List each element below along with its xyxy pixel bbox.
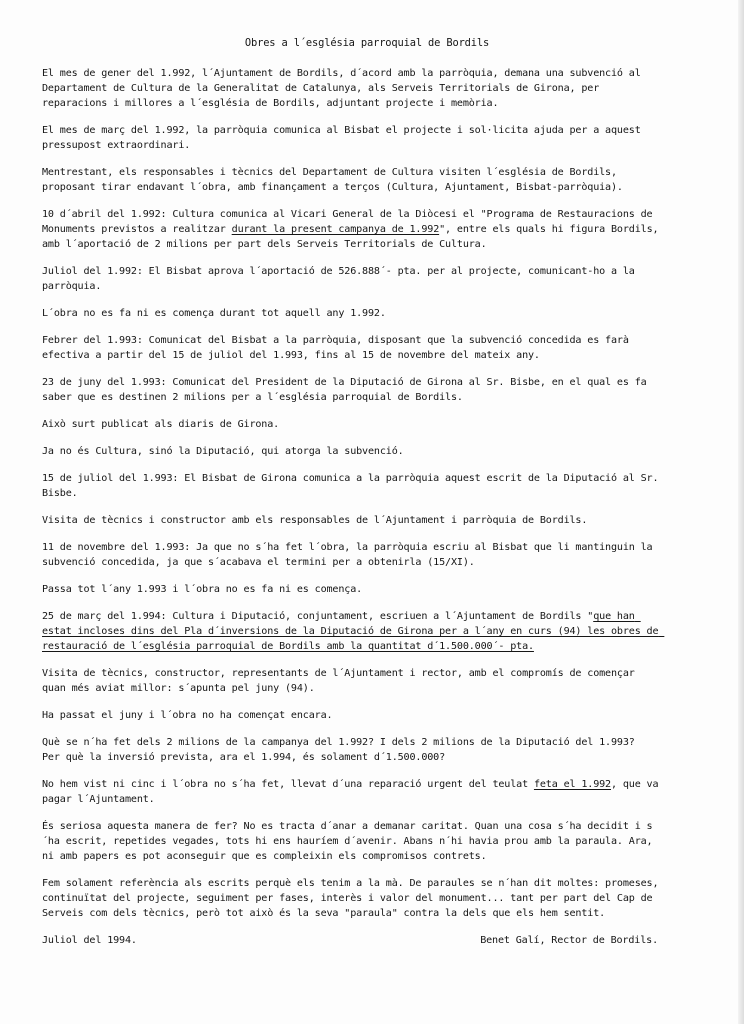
paragraph-text: L´obra no es fa ni es comença durant tot aquell any 1.992.: [42, 308, 386, 319]
paragraph: [42, 513, 664, 528]
paragraph: [42, 165, 664, 195]
paragraph-text: 11 de novembre del 1.993: Ja que no s´ha fet l´obra, la parròquia escriu al Bisbat que li mantinguin la subvenció concedida, ja que s´acabava el termini per a obtenirla (15/XI).: [42, 542, 659, 568]
paragraph-text: Visita de tècnics, constructor, representants de l´Ajuntament i rector, amb el compromís de començar quan més aviat millor: s´apunta pel juny (94).: [42, 668, 641, 694]
paragraph-text: Fem solament referència als escrits perquè els tenim a la mà. De paraules se n´han dit moltes: promeses, continuïtat del projecte, seguiment per fases, interès i valor del monument... tant per part del Cap de Serveis com dels tècnics, però tot això és la seva "paraula" contra la dels que els hem sentit.: [42, 878, 665, 919]
paragraph: [42, 876, 664, 921]
paragraph-text: Mentrestant, els responsables i tècnics del Departament de Cultura visiten l´església de Bordils, proposant tirar endavant l´obra, amb finançament a terços (Cultura, Ajuntament, Bisbat-parròquia).: [42, 167, 623, 193]
paragraph-text: 15 de juliol del 1.993: El Bisbat de Girona comunica a la parròquia aquest escrit de la Diputació al Sr. Bisbe.: [42, 473, 665, 499]
document-title: Obres a l´església parroquial de Bordils: [244, 37, 490, 49]
paragraph: [42, 819, 664, 864]
document-date: Juliol del 1994.: [42, 935, 137, 946]
paragraph-text: , que va pagar l´Ajuntament.: [42, 779, 665, 805]
paragraph: [42, 609, 664, 654]
paragraph: [42, 264, 664, 294]
paragraph-text: El mes de març del 1.992, la parròquia comunica al Bisbat el projecte i sol·licita ajuda per a aquest pressupost extraordinari.: [42, 125, 647, 151]
paragraph-text: Això surt publicat als diaris de Girona.: [42, 419, 280, 430]
paragraph-text: És seriosa aquesta manera de fer? No es tracta d´anar a demanar caritat. Quan una cosa s´ha decidit i s´ha escrit, repetides vegades, tots hi ens hauríem d´avenir. Abans n´hi havia prou amb la paraula. Ara, ni amb papers es pot aconseguir que es compleixin els compromisos contrets.: [42, 821, 659, 862]
paragraph: [42, 207, 664, 252]
paragraph-text: No hem vist ni cinc i l´obra no s´ha fet, llevat d´una reparació urgent del teulat: [42, 779, 534, 790]
paragraph: [42, 375, 664, 405]
underlined-text: que han estat incloses dins del Pla d´inversions de la Diputació de Girona per a l´any en curs (94) les obres de restauració de l´església parroquial de Bordils amb la quantitat d´1.500.000´- pta.: [42, 611, 665, 652]
paragraph: [42, 306, 664, 321]
paragraph-text: Febrer del 1.993: Comunicat del Bisbat a la parròquia, disposant que la subvenció concedida es farà efectiva a partir del 15 de juliol del 1.993, fins al 15 de novembre del mateix any.: [42, 335, 635, 361]
paragraph: [42, 66, 664, 111]
paragraph-text: Juliol del 1.992: El Bisbat aprova l´aportació de 526.888´- pta. per al projecte, comunicant-ho a la parròquia.: [42, 266, 641, 292]
document-signature: Benet Galí, Rector de Bordils.: [480, 935, 658, 946]
paragraph: [42, 708, 664, 723]
paragraph-text: Ha passat el juny i l´obra no ha començat encara.: [42, 710, 333, 721]
paragraph-text: 10 d´abril del 1.992: Cultura comunica al Vicari General de la Diòcesi el "Programa de Restauracions de Monuments previstos a realitzar: [42, 209, 659, 235]
signature-line: [42, 933, 664, 948]
paragraph-text: 23 de juny del 1.993: Comunicat del President de la Diputació de Girona al Sr. Bisbe, en el qual es fa saber que es destinen 2 milions per a l´església parroquial de Bordils.: [42, 377, 653, 403]
paragraph: [42, 417, 664, 432]
paragraph-text: El mes de gener del 1.992, l´Ajuntament de Bordils, d´acord amb la parròquia, demana una subvenció al Departament de Cultura de la Generalitat de Catalunya, als Serveis Territorials de Girona, per reparacions i millores a l´església de Bordils, adjuntant projecte i memòria.: [42, 68, 647, 109]
paragraph: [42, 123, 664, 153]
paragraph: [42, 471, 664, 501]
page-edge-shadow: [738, 0, 744, 1024]
paragraph: [42, 582, 664, 597]
paragraph-list: [42, 66, 664, 921]
paragraph-text: 25 de març del 1.994: Cultura i Diputació, conjuntament, escriuen a l´Ajuntament de Bordils ": [42, 611, 594, 622]
paragraph: [42, 666, 664, 696]
paragraph-text: Què se n´ha fet dels 2 milions de la campanya del 1.992? I dels 2 milions de la Diputació del 1.993? Per què la inversió prevista, ara el 1.994, és solament d´1.500.000?: [42, 737, 635, 763]
paragraph-text: Ja no és Cultura, sinó la Diputació, qui atorga la subvenció.: [42, 446, 404, 457]
paragraph-text: Passa tot l´any 1.993 i l´obra no es fa ni es comença.: [42, 584, 363, 595]
paragraph: [42, 444, 664, 459]
paragraph: [42, 333, 664, 363]
paragraph-text: Visita de tècnics i constructor amb els responsables de l´Ajuntament i parròquia de Bordils.: [42, 515, 588, 526]
underlined-text: durant la present campanya de 1.992: [231, 224, 440, 235]
paragraph: [42, 540, 664, 570]
paragraph: [42, 777, 664, 807]
underlined-text: feta el 1.992: [533, 779, 611, 790]
paragraph: [42, 735, 664, 765]
paragraph-text: ", entre els quals hi figura Bordils, amb l´aportació de 2 milions per part dels Serveis Territorials de Cultura.: [42, 224, 665, 250]
document-body: [42, 36, 664, 948]
